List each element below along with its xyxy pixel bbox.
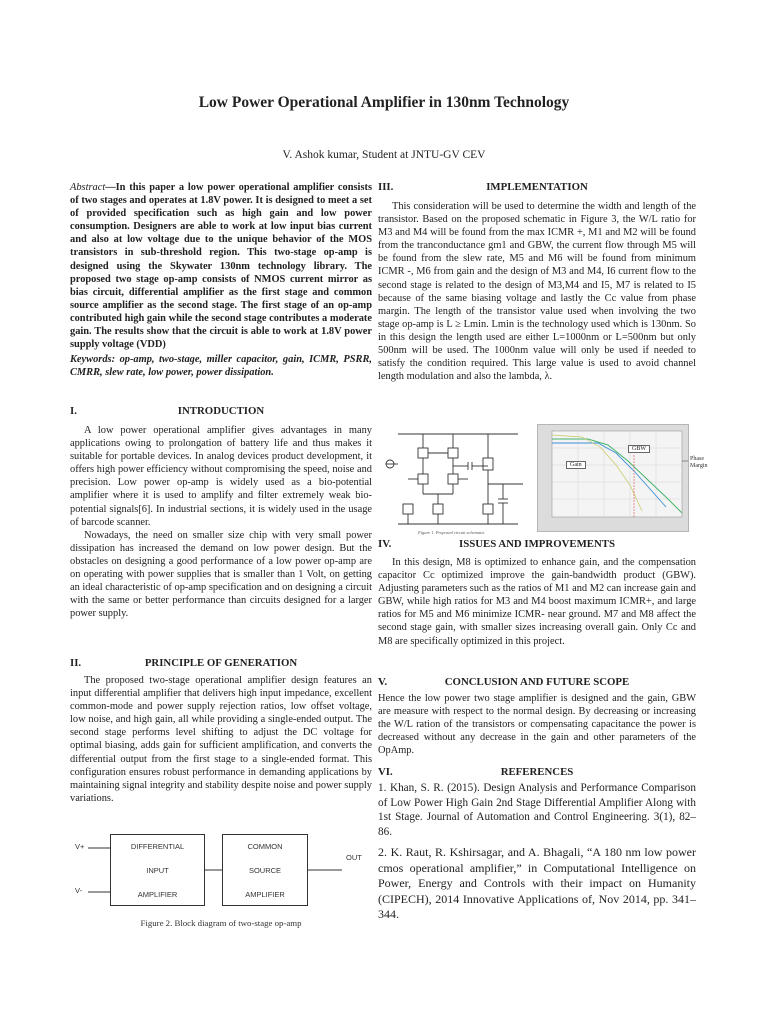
figure-2-block-diagram — [70, 828, 372, 938]
issues-body — [378, 556, 696, 648]
output-label: OUT — [346, 853, 362, 862]
section-heading-introduction — [70, 405, 372, 419]
author-line: V. Ashok kumar, Student at JNTU-GV CEV — [282, 149, 486, 161]
implementation-body — [378, 200, 696, 383]
section-heading-implementation — [378, 181, 696, 195]
section-number: VI. — [378, 766, 393, 778]
section-number: IV. — [378, 538, 392, 550]
abstract-label: Abstract — [70, 182, 106, 193]
section-number: I. — [70, 405, 77, 417]
section-heading-principle — [70, 657, 372, 671]
section-title: INTRODUCTION — [177, 405, 265, 417]
gbw-legend: GBW — [628, 445, 650, 453]
block-line: SOURCE — [248, 866, 282, 875]
section-heading-references — [378, 766, 696, 780]
paragraph: In this design, M8 is optimized to enhance gain, and the compensation capacitor Cc optimized improve the gain-bandwidth product (GBW). Adjusting parameters such as the ratios of M1 and M2 can increase gain and GBW, while high ratios for M3 and M4 boost maximum ICMR+, and large ratios for M5 and M6 minimize ICMR- near ground. M7 and M8 affect the second stage gain, with smaller sizes increasing overall gain. Only Cc and M8 are specifically optimized in this project. — [378, 557, 696, 647]
input-minus-label: V- — [75, 886, 83, 895]
section-title: REFERENCES — [500, 766, 574, 778]
phase-margin-label: Phase Margin — [690, 456, 708, 469]
keywords: Keywords: op-amp, two-stage, miller capacitor, gain, ICMR, PSRR, CMRR, slew rate, low power, power dissipation. — [70, 354, 372, 379]
block-line: COMMON — [247, 842, 283, 851]
input-plus-label: V+ — [75, 842, 85, 851]
introduction-body — [70, 424, 372, 620]
section-title: IMPLEMENTATION — [486, 181, 588, 193]
schematic-caption: Figure 1. Proposed circuit schematic — [418, 530, 485, 535]
section-title: CONCLUSION AND FUTURE SCOPE — [444, 676, 630, 688]
abstract-text: —In this paper a low power operational amplifier consists of two stages and operates at 1.8V power. It is designed to meet a set of provided specification such as high gain and low power consumption. Designers are able to work at low input bias current and also at low voltage due to the unique behavior of the MOS transistors in sub-threshold region. This two-stage op-amp is designed using the Skywater 130nm technology library. The proposed two stage op-amp consists of NMOS current mirror as bias circuit, differential amplifier as the first stage and common source amplifier as the second stage. The first stage of an op-amp contributed high gain while the second stage contributes a moderate gain. The results show that the circuit is able to work at 1.8V power supply voltage (VDD) — [70, 182, 372, 351]
conclusion-body — [378, 692, 696, 757]
abstract — [70, 181, 372, 351]
section-number: III. — [378, 181, 394, 193]
block-diagram-wires — [70, 828, 372, 918]
paragraph: This consideration will be used to determine the width and length of the transistor. Based on the proposed schematic in Figure 3, the W/L ratio for M3 and M4 will be found from the max ICMR +, M1 and M2 will be found from the tranconductance gm1 and GBW, the current flow through M5 will be found from the slew rate, M5 and M6 will be found from minimum ICMR -, M6 from gain and the design of M3 and M4, I6 current flow to the second stage is related to the design of M3,M4 and I5, M7 is related to I5 because of the same biasing voltage and lastly the Cc value from phase margin. The length of the transistor value used when involving the two stage op-amp is L ≥ Lmin. Lmin is the technology used which is 130nm. So in this design the length used are either L=1000nm or L=500nm but only 500nm will be used. The 1000nm value will only be used if needed to satisfy the condition required. This large value is used to avoid channel length modulation and also the lambda, λ. — [378, 201, 696, 383]
section-heading-conclusion — [378, 676, 696, 690]
block-line: DIFFERENTIAL — [130, 842, 185, 851]
paper-title: Low Power Operational Amplifier in 130nm Technology — [198, 94, 570, 111]
principle-body — [70, 674, 372, 805]
section-heading-issues — [378, 538, 696, 552]
paragraph: Nowadays, the need on smaller size chip with very small power dissipation has increased the demand on low power design. But the obstacles on designing a good performance of a low power op-amp are on operating with power supplies that is smaller than 1 Volt, on getting an ideal characteristic of op-amp specification and on designing a circuit with the same or better performance than circuits designed for a larger power supply. — [70, 529, 372, 620]
reference-1: 1. Khan, S. R. (2015). Design Analysis and Performance Comparison of Low Power High Gain 2nd Stage Differential Amplifier Along with 1st Stage. Journal of Automation and Control Engineering. 3(1), 82–86. — [378, 782, 696, 838]
paragraph: The proposed two-stage operational amplifier design features an input differential amplifier that delivers high input impedance, excellent common-mode and power supply rejection ratios, low offset voltage, low noise, and high gain, all while providing a single-ended output. The second stage performs level shifting to adjust the DC voltage for optimal biasing, adds gain for sufficient amplification, and converts the differential output from the first stage to a single-ended format. This configuration ensures robust performance in demanding applications by maintaining signal integrity and stability despite noise and power supply variations. — [70, 675, 372, 804]
paragraph: Hence the low power two stage amplifier is designed and the gain, GBW are measure with respect to the normal design. By decreasing or increasing the W/L ration of the transistors or compensating capacitance the power is decreased without any decrease in the gain and other parameters of the OpAmp. — [378, 693, 696, 757]
gain-legend: Gain — [566, 461, 586, 469]
bode-plot-figure — [537, 424, 689, 532]
section-number: V. — [378, 676, 388, 688]
section-number: II. — [70, 657, 82, 669]
section-title: PRINCIPLE OF GENERATION — [144, 657, 298, 669]
figure-2-caption: Figure 2. Block diagram of two-stage op-amp — [140, 918, 302, 928]
block-line: INPUT — [146, 866, 169, 875]
figure-schematic — [378, 424, 536, 538]
paragraph: A low power operational amplifier gives advantages in many applications owing to prolongation of battery life and thus makes it suitable for portable devices. In analog devices product development, it offers high power efficiency without compromising the speed, noise and precision. Low power op-amp is widely used as a bio-potential amplifier where it is used to amplify and filter extremely weak bio-potential signals[6]. In industrial sections, it is widely used in the usage of barcode scanner. — [70, 425, 372, 528]
section-title: ISSUES AND IMPROVEMENTS — [459, 538, 615, 550]
block-line: AMPLIFIER — [137, 890, 178, 899]
block-line: AMPLIFIER — [245, 890, 285, 899]
bode-plot — [538, 425, 688, 531]
opamp-schematic — [378, 424, 536, 532]
reference-2: 2. K. Raut, R. Kshirsagar, and A. Bhagali, “A 180 nm low power cmos operational amplifier,” in Computational Intelligence on Power, Energy and Controls with their impact on Humanity (CIPECH), 2014 Innovative Applications of, Nov 2014, pp. 341–344. — [378, 845, 696, 922]
